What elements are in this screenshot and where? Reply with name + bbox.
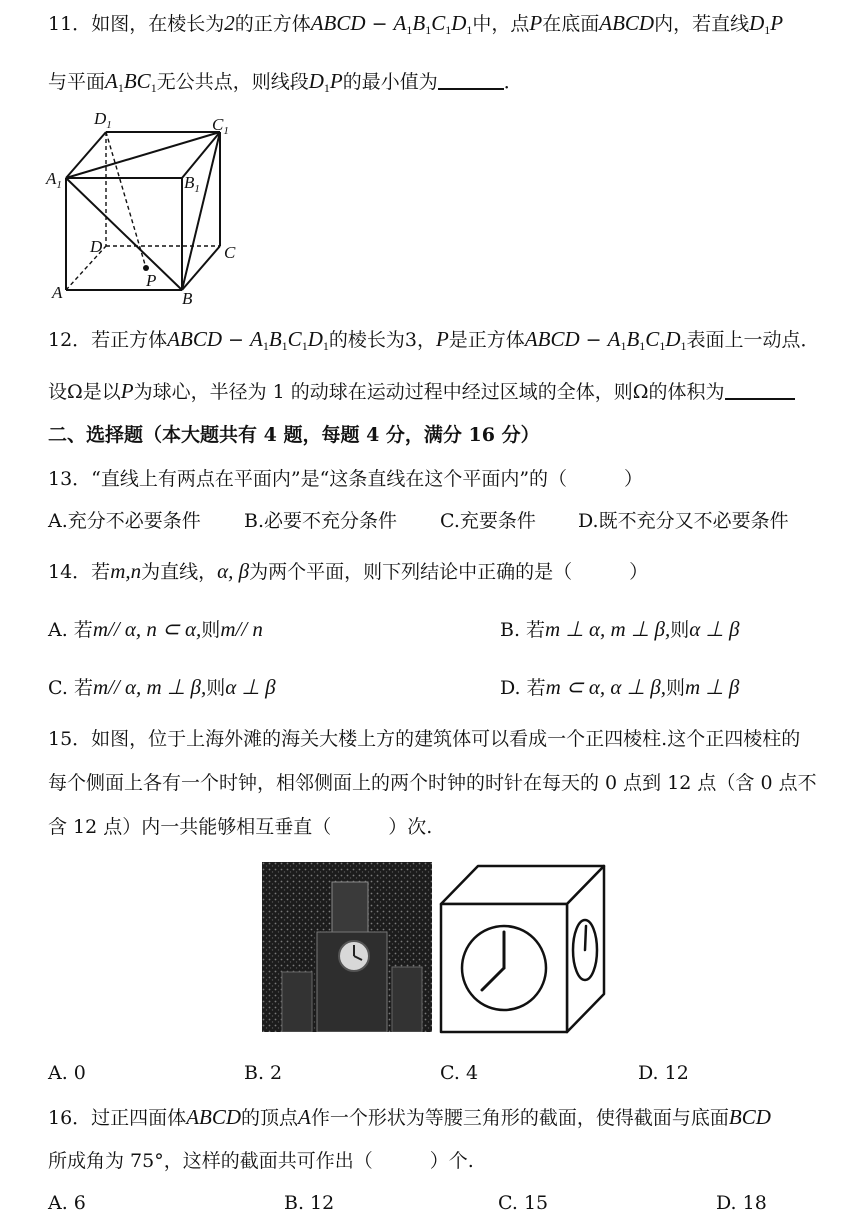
q15-option-b: B. 2	[244, 1062, 283, 1084]
q16-line1: 16．过正四面体ABCD的顶点A作一个形状为等腰三角形的截面，使得截面与底面BCD	[48, 1105, 771, 1129]
q13-option-b: B.必要不充分条件	[244, 510, 398, 532]
section-2-heading: 二、选择题（本大题共有 4 题，每题 4 分，满分 16 分）	[48, 424, 540, 446]
q14-option-d: D. 若m ⊂ α, α ⊥ β,则m ⊥ β	[500, 675, 740, 699]
diag-a1-c1	[66, 132, 220, 178]
clock-cube-figure	[438, 860, 608, 1036]
q15-option-a: A. 0	[48, 1062, 86, 1084]
q15-line2: 每个侧面上各有一个时钟，相邻侧面上的两个时钟的时针在每天的 0 点到 12 点（含 0 点不	[48, 772, 817, 794]
label-d: D	[90, 237, 103, 256]
q12-line2: 设Ω是以P为球心，半径为 1 的动球在运动过程中经过区域的全体，则Ω的体积为	[48, 378, 795, 405]
q14-option-a: A. 若m// α, n ⊂ α,则m// n	[48, 617, 263, 641]
customs-house-photo	[262, 862, 432, 1032]
q11-line1: 11．如图，在棱长为2的正方体ABCD − $A_1B_1C_1D_1$中，点P在底面ABCD内，若直线$D_1P$	[48, 11, 784, 37]
q11-line2: 与平面$A_1BC_1$无公共点，则线段$D_1P$的最小值为 ．	[48, 69, 523, 95]
q14-option-b: B. 若m ⊥ α, m ⊥ β,则α ⊥ β	[500, 617, 740, 641]
label-p: P	[146, 271, 157, 290]
cube-figure	[44, 108, 244, 308]
label-b1: $B_1$	[184, 173, 200, 195]
q14-option-c: C. 若m// α, m ⊥ β,则α ⊥ β	[48, 675, 276, 699]
q16-line2: 所成角为 75°，这样的截面共可作出（ ）个.	[48, 1150, 474, 1172]
q15-option-c: C. 4	[440, 1062, 479, 1084]
q14-stem: 14．若m,n为直线，α, β为两个平面，则下列结论中正确的是（ ）	[48, 559, 649, 583]
label-c1: $C_1$	[212, 115, 229, 137]
answer-blank	[725, 380, 795, 400]
hidden-d1-p	[106, 132, 146, 268]
q12-line1: 12．若正方体ABCD − $A_1B_1C_1D_1$的棱长为3，P是正方体ABCD − $A_1B_1C_1D_1$表面上一动点．	[48, 327, 820, 353]
label-c: C	[224, 243, 236, 262]
q15-option-d: D. 12	[638, 1062, 689, 1084]
q13-option-d: D.既不充分又不必要条件	[578, 510, 789, 532]
label-d1: $D_1$	[94, 109, 112, 131]
q15-line1: 15．如图，位于上海外滩的海关大楼上方的建筑体可以看成一个正四棱柱.这个正四棱柱的	[48, 728, 801, 750]
q13-option-c: C.充要条件	[440, 510, 536, 532]
label-b: B	[182, 289, 193, 308]
side-clock-hand	[585, 926, 586, 950]
label-a: A	[52, 283, 63, 302]
q15-line3: 含 12 点）内一共能够相互垂直（ ）次.	[48, 816, 433, 838]
answer-blank	[438, 70, 504, 90]
label-a1: $A_1$	[46, 169, 62, 191]
q13-option-a: A.充分不必要条件	[48, 510, 201, 532]
q16-option-a: A. 6	[48, 1192, 86, 1214]
q16-option-b: B. 12	[284, 1192, 335, 1214]
q13-stem: 13．“直线上有两点在平面内”是“这条直线在这个平面内”的（ ）	[48, 468, 644, 490]
q16-option-d: D. 18	[716, 1192, 767, 1214]
q16-option-c: C. 15	[498, 1192, 549, 1214]
